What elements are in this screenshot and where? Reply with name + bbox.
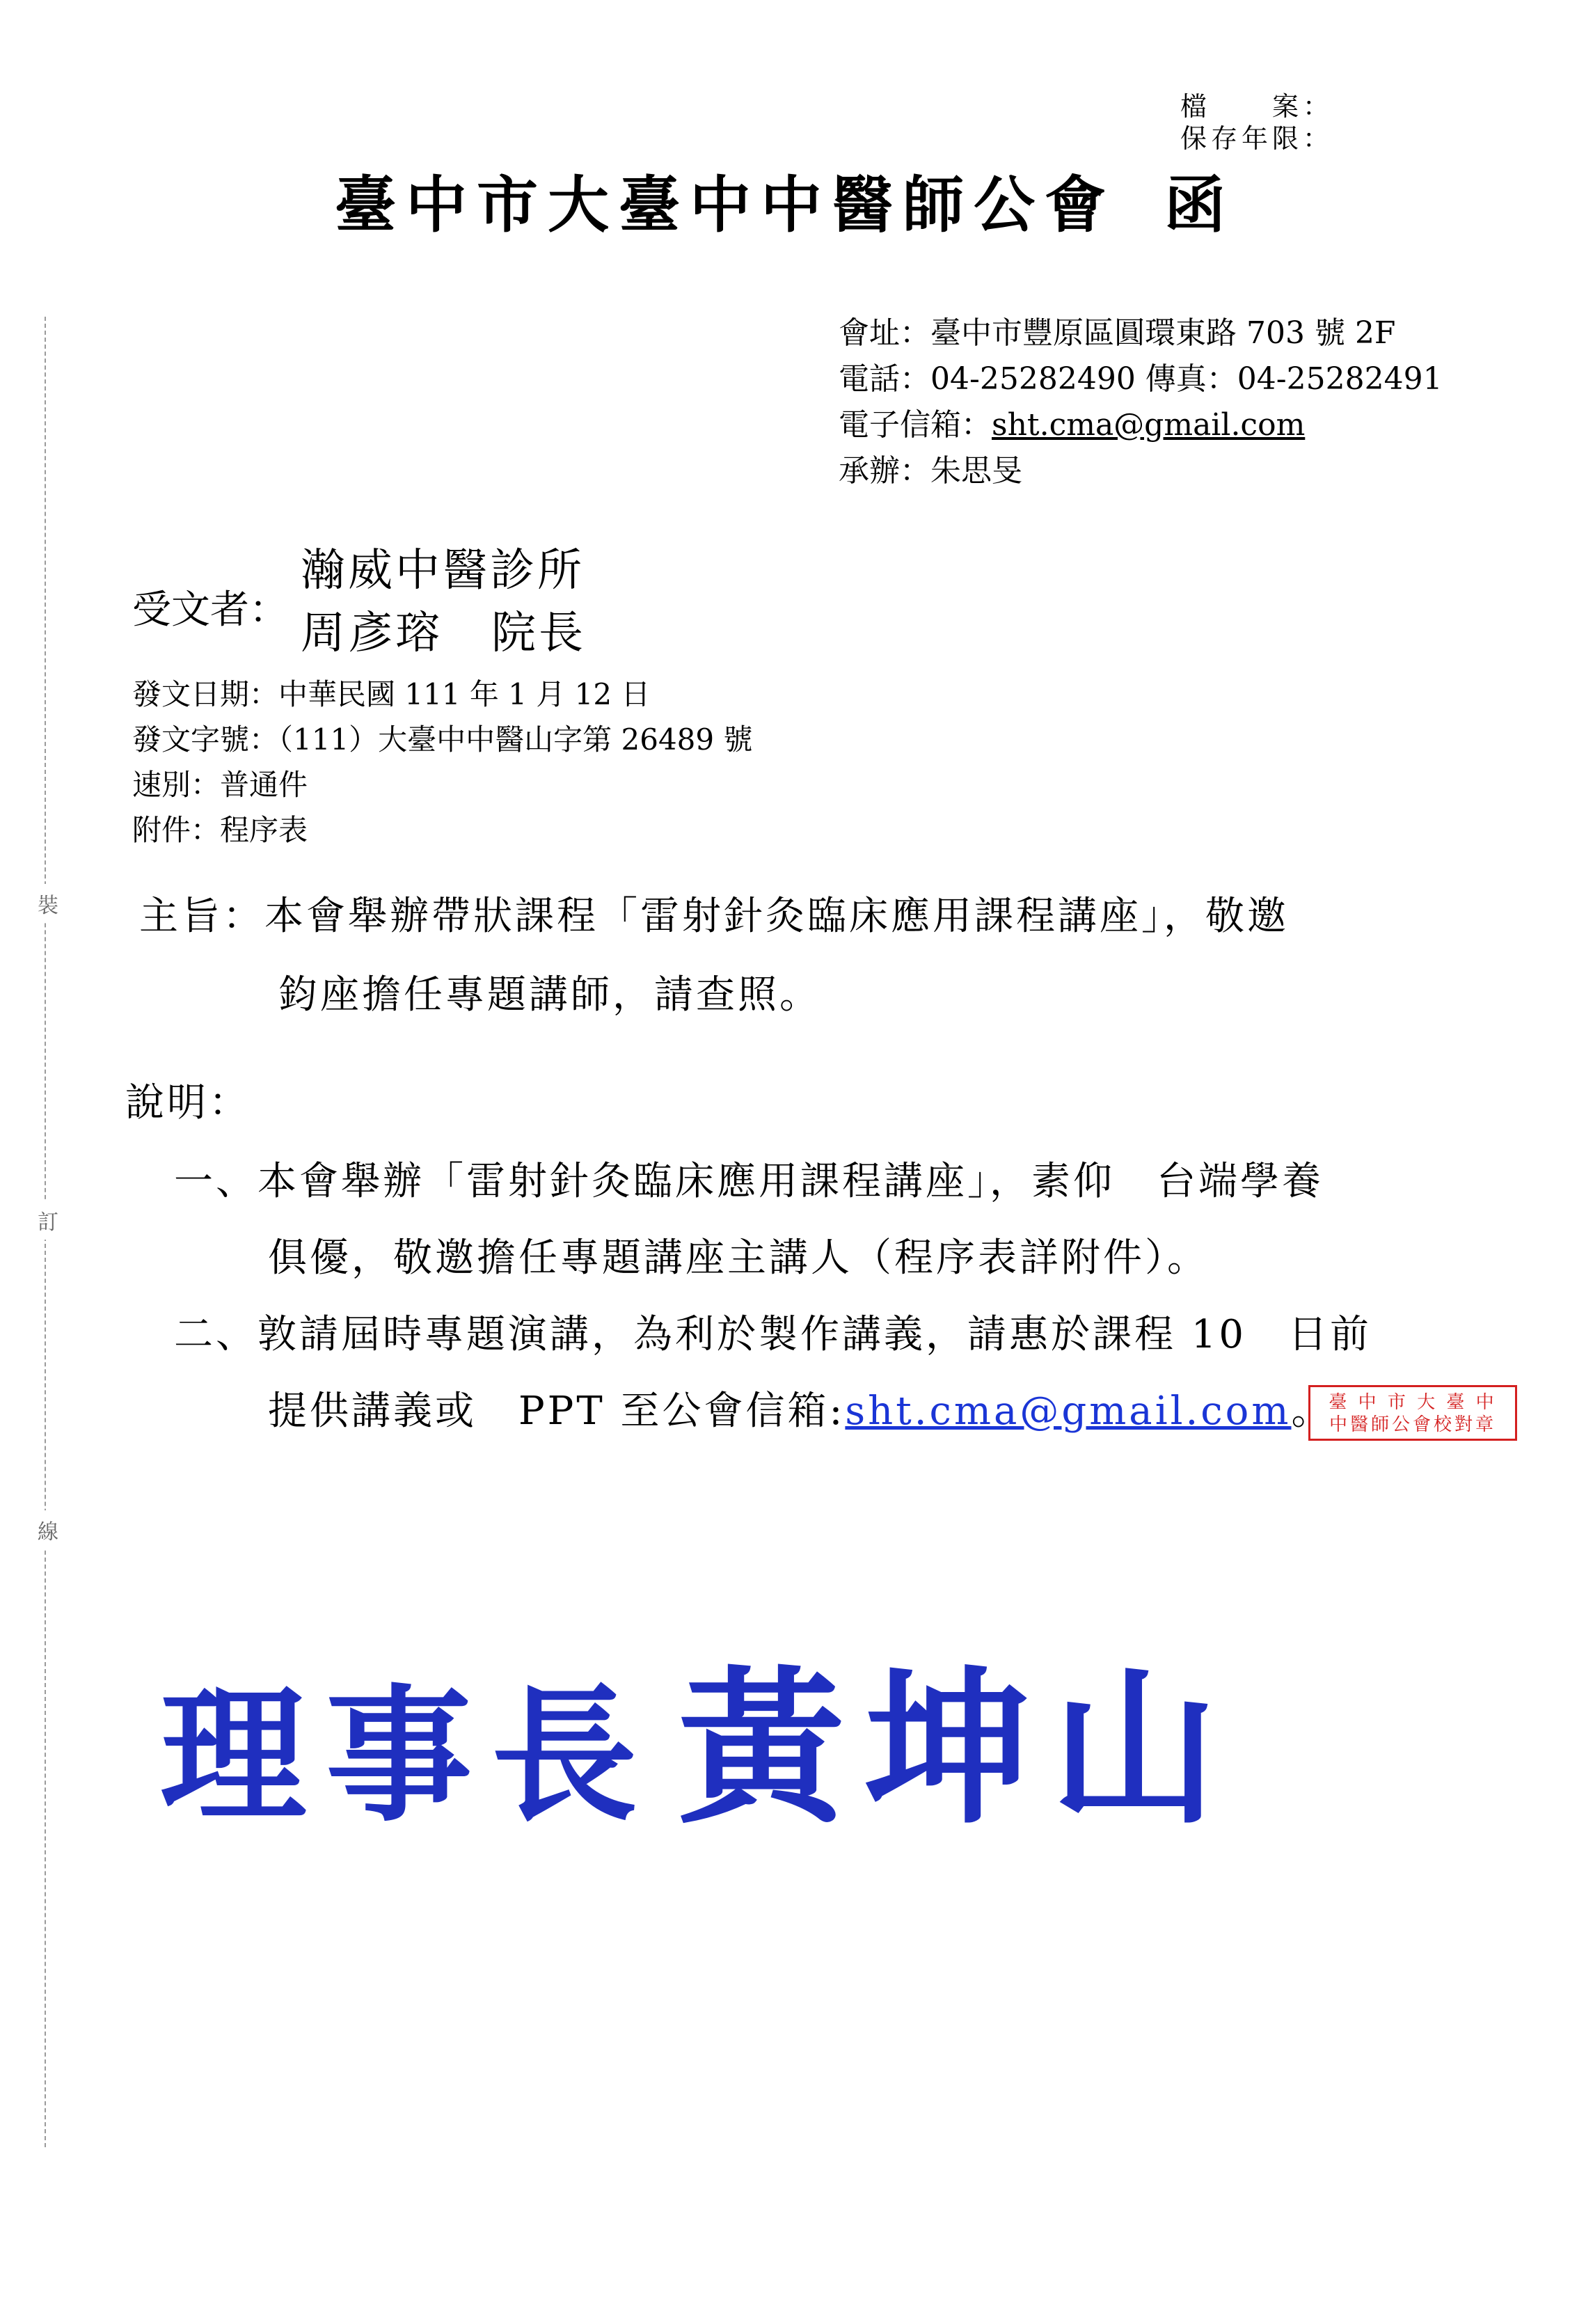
explanation-item-1-line-1: 一、本會舉辦「雷射針灸臨床應用課程講座」，素仰 台端學養 — [174, 1159, 1324, 1204]
letter-title — [0, 157, 1570, 244]
archive-retention: 保存年限： — [1180, 123, 1333, 154]
contact-phone: 電話：04-25282490 傳真：04-25282491 — [839, 361, 1443, 397]
explanation-item-2-line-2 — [268, 1380, 1333, 1436]
explanation-item-2-line-1: 二、敦請屆時專題演講，為利於製作講義，請惠於課程 10 日前 — [174, 1312, 1372, 1357]
explanation-item-1-line-2: 俱優，敬邀擔任專題講座主講人（程序表詳附件）。 — [268, 1235, 1209, 1281]
org-name: 臺中市大臺中中醫師公會 — [334, 168, 1116, 241]
proofreading-stamp — [1308, 1385, 1517, 1441]
contact-email-link[interactable]: sht.cma@gmail.com — [992, 407, 1306, 443]
seal-name: 黃坤山 — [678, 1650, 1238, 1847]
item-2-prefix: 提供講義或 PPT 至公會信箱: — [268, 1389, 846, 1434]
contact-email-row — [839, 400, 1305, 444]
item-2-suffix: 。 — [1291, 1389, 1333, 1434]
doc-type: 函 — [1164, 168, 1236, 241]
seal-title: 理事長 — [160, 1670, 658, 1842]
binding-mark-zhuang: 裝 — [38, 884, 58, 923]
explanation-label: 說明： — [125, 1080, 251, 1125]
recipient-label: 受文者： — [132, 587, 288, 633]
stamp-line-2: 中醫師公會校對章 — [1329, 1414, 1496, 1435]
recipient-person: 周彥瑢 — [301, 608, 443, 659]
issue-date: 發文日期：中華民國 111 年 1 月 12 日 — [132, 677, 651, 711]
subject-line-1: 主旨：本會舉辦帶狀課程「雷射針灸臨床應用課程講座」，敬邀 — [139, 894, 1289, 939]
archive-file: 檔 案： — [1180, 91, 1333, 122]
chairman-seal — [160, 1615, 1237, 1855]
recipient-person-row — [301, 597, 586, 661]
attachment: 附件：程序表 — [132, 813, 308, 847]
stamp-line-1: 臺 中 市 大 臺 中 — [1329, 1392, 1497, 1413]
binding-mark-xian: 線 — [38, 1510, 58, 1549]
recipient-person-title: 院長 — [491, 608, 586, 659]
subject-line-2: 鈞座擔任專題講師，請查照。 — [278, 972, 821, 1018]
recipient-clinic: 瀚威中醫診所 — [301, 545, 585, 596]
contact-email-label: 電子信箱： — [839, 407, 992, 443]
binding-mark-ding: 訂 — [38, 1201, 58, 1240]
issue-number: 發文字號：（111）大臺中中醫山字第 26489 號 — [132, 722, 753, 757]
item-2-email-link[interactable]: sht.cma@gmail.com — [845, 1389, 1292, 1434]
contact-address: 會址：臺中市豐原區圓環東路 703 號 2F — [839, 315, 1396, 351]
priority: 速別：普通件 — [132, 768, 308, 802]
contact-handler: 承辦：朱思旻 — [839, 453, 1022, 489]
